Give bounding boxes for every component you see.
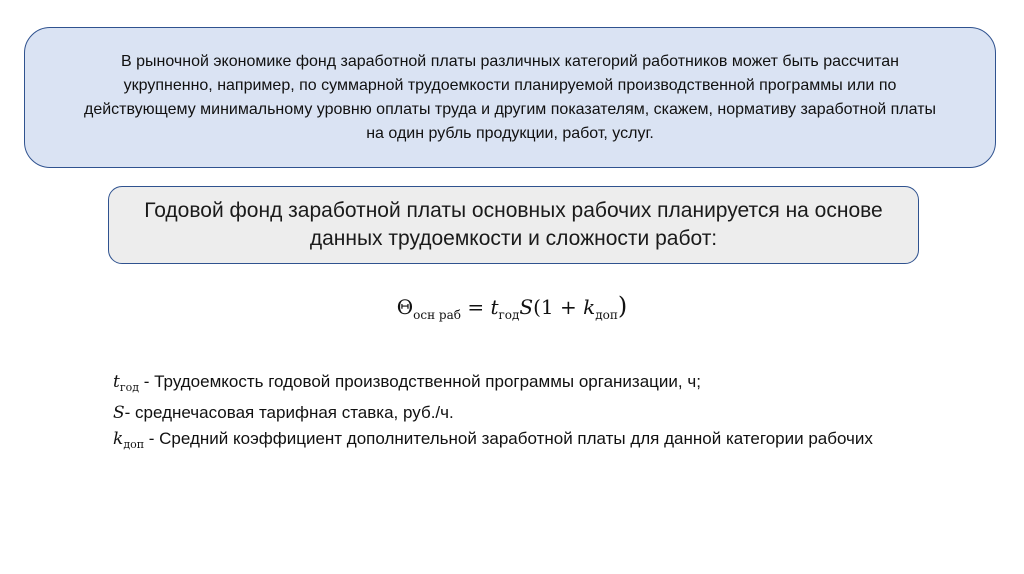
- symbol-letter: S: [113, 403, 125, 423]
- symbol-letter: k: [113, 429, 124, 449]
- formula-k-symbol: k: [583, 295, 596, 319]
- definition-symbol-k: [113, 429, 144, 449]
- headline-box: [108, 186, 919, 264]
- formula-s-symbol: S: [519, 295, 534, 319]
- definition-s: [113, 400, 933, 426]
- formula-equals: =: [467, 295, 485, 319]
- wage-fund-formula: [0, 292, 1024, 322]
- definition-symbol-s: [113, 403, 125, 423]
- definition-text-t: - Трудоемкость годовой производственной программы организации, ч;: [139, 372, 701, 391]
- definition-k-dop: [113, 426, 933, 457]
- intro-text: В рыночной экономике фонд заработной платы различных категорий работников может быть рассчитан укрупненно, например, по суммарной трудоемкости планируемой производственной программы или по действующему минимальному уровню оплаты труда и другим показателям, скажем, нормативу заработной платы на один рубль продукции, работ, услуг.: [83, 52, 937, 142]
- definition-symbol-t: [113, 372, 139, 392]
- formula-lhs-symbol: Θ: [396, 295, 414, 319]
- formula-t-subscript: год: [498, 308, 520, 322]
- definition-text-s: - среднечасовая тарифная ставка, руб./ч.: [124, 403, 454, 422]
- formula-close-paren: ): [617, 292, 628, 320]
- symbol-subscript: год: [119, 381, 140, 394]
- formula-lhs-subscript: осн раб: [413, 308, 461, 322]
- intro-text-box: [24, 27, 996, 168]
- symbol-subscript: доп: [123, 438, 145, 451]
- definitions-list: [113, 369, 933, 457]
- definition-text-k: - Средний коэффициент дополнительной заработной платы для данной категории рабочих: [144, 429, 873, 448]
- headline-text: Годовой фонд заработной платы основных рабочих планируется на основе данных трудоемкости и сложности работ:: [144, 199, 883, 250]
- formula-t-symbol: t: [490, 295, 499, 319]
- definition-t-god: [113, 369, 933, 400]
- formula-k-subscript: доп: [595, 308, 618, 322]
- symbol-letter: t: [113, 372, 120, 392]
- formula-open-paren: (1 +: [533, 295, 577, 319]
